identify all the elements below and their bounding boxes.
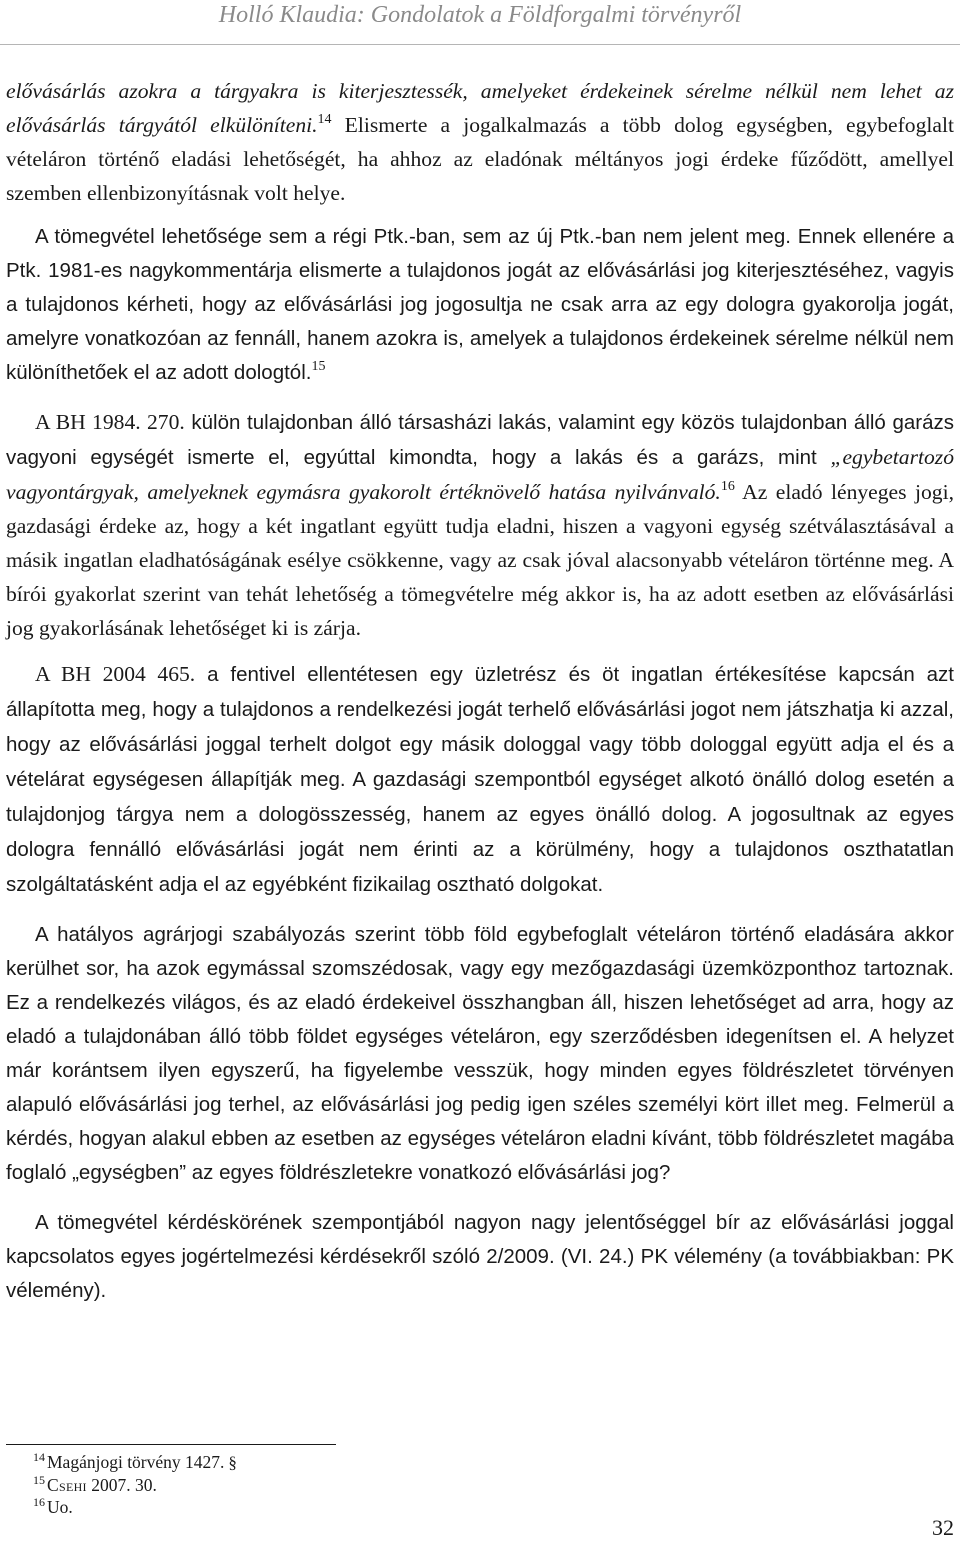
running-header xyxy=(0,0,960,48)
paragraph-4-text: a fentivel ellentétesen egy üzletrész és öt ingatlan értékesítése kapcsán azt állapította meg, hogy a tulajdonos a rendelkezési jogát terhelő elővásárlási jogot nem játszhatja ki azzal, hogy az elővásárlási joggal terhelt dolgot egy másik dologgal vagy több dologgal együtt adja el és a vételárat egységesen állapítják meg. A gazdasági szempontból egységet alkotó önálló dolog esetén a tulajdonjog tárgya nem a dologösszesség, hanem az egyes önálló dolog. A jogosultnak az egyes dologra fennálló elővásárlási jogát nem érinti az a körülmény, hogy a tulajdonos oszthatatlan szolgáltatásként adja el az egyébként fizikailag osztható dolgokat. xyxy=(6,663,954,896)
italic-quote: elővásárlás azokra a tárgyakra is kiterjesztessék, amelyeket érdekeinek sérelme nélkül nem lehet az elővásárlás tárgyától elkülöníteni. xyxy=(6,79,954,137)
footnote-author-smallcaps: Csehi xyxy=(47,1475,87,1495)
paragraph-3-text-2: Az eladó lényeges jogi, gazdasági érdeke az, hogy a két ingatlant együtt tudja eladni, hiszen a vagyoni egység szétválasztásával a másik ingatlan eladhatóságának esélye csökkenne, vagy az csak jóval alacsonyabb vételáron történne meg. A bírói gyakorlat szerint van tehát lehetőség a tömegvételre még akkor is, ha az adott esetben az elővásárlási jog gyakorlásának lehetőséget ki is zárja. xyxy=(6,480,954,640)
footnote-number: 16 xyxy=(33,1495,45,1509)
footnote-number: 14 xyxy=(33,1450,45,1464)
paragraph-2-text: A tömegvétel lehetősége sem a régi Ptk.-ban, sem az új Ptk.-ban nem jelent meg. Ennek ellenére a Ptk. 1981-es nagykommentárja elismerte a tulajdonos jogát az elővásárlási jog kiterjesztéséhez, vagyis a tulajdonos kérheti, hogy az elővásárlási jog jogosultja ne csak arra az egy dologra gyakorolja jogát, amelyre vonatkozóan az fennáll, hanem azokra is, amelyek a tulajdonos érdekeinek sérelme nélkül nem különíthetőek el az adott dologtól. xyxy=(6,225,954,384)
header-separator: : xyxy=(356,2,365,28)
footnote-14 xyxy=(33,1451,733,1474)
footnote-ref-15[interactable]: 15 xyxy=(311,359,326,374)
paragraph-2 xyxy=(6,220,954,390)
paragraph-3-lead: A BH 1984. 270. xyxy=(35,410,185,434)
paragraph-3 xyxy=(6,405,954,645)
footnote-text: Magánjogi törvény 1427. xyxy=(47,1452,225,1472)
footnote-text: Uo. xyxy=(47,1497,73,1517)
footnote-divider xyxy=(6,1444,336,1445)
footnotes xyxy=(33,1451,733,1518)
footnote-16 xyxy=(33,1496,733,1518)
paragraph-4 xyxy=(6,657,954,902)
paragraph-5: A hatályos agrárjogi szabályozás szerint több föld egybefoglalt vételáron történő eladására akkor kerülhet sor, ha azok egymással szomszédosak, vagy egy mezőgazdasági üzemközponthoz tartoznak. Ez a rendelkezés világos, és az eladó érdekeivel összhangban áll, hiszen lehetőséget ad arra, hogy az eladó a tulajdonában álló több földet egységes vételáron, egy szerződésben idegenítsen el. A helyzet már korántsem ilyen egyszerű, ha figyelembe vesszük, hogy minden egyes földrészletet törvényen alapuló elővásárlási jog terhel, az elővásárlási jog pedig igen széles személyi kört illet meg. Felmerül a kérdés, hogyan alakul ebben az esetben az egységes vételáron eladni kívánt, több földrészletet magába foglaló „egységben” az egyes földrészletekre vonatkozó elővásárlási jog? xyxy=(6,923,954,1184)
italic-quote: „egybetartozó vagyontárgyak, amelyeknek egymásra gyakorolt értéknövelő hatása nyilvánvaló. xyxy=(6,445,954,504)
header-divider xyxy=(0,44,960,45)
footnote-text: 2007. 30. xyxy=(86,1475,157,1495)
header-author: Holló Klaudia xyxy=(218,2,357,28)
paragraph-1 xyxy=(6,74,954,210)
footnote-15 xyxy=(33,1474,733,1496)
footnote-ref-16[interactable]: 16 xyxy=(720,479,735,494)
paragraph-3-text: külön tulajdonban álló társasházi lakás, valamint egy közös tulajdonban álló garázs vagyoni egységét ismerte el, egyúttal kimondta, hogy a lakás és a garázs, mint xyxy=(6,411,954,469)
paragraph-4-lead: A BH 2004 465. xyxy=(35,662,196,686)
paragraph-1-text: Elismerte a jogalkalmazás a több dolog egységben, egybefoglalt vételáron történő eladási lehetőségét, ha ahhoz az eladónak méltányos jogi érdeke fűződött, amellyel szemben ellenbizonyításnak volt helye. xyxy=(6,113,954,205)
paragraph-6: A tömegvétel kérdéskörének szempontjából nagyon nagy jelentőséggel bír az elővásárlási joggal kapcsolatos egyes jogértelmezési kérdésekről szóló 2/2009. (VI. 24.) PK vélemény (a továbbiakban: PK vélemény). xyxy=(6,1211,954,1302)
section-sign-icon: § xyxy=(228,1453,237,1472)
footnote-ref-14[interactable]: 14 xyxy=(317,112,332,127)
header-title: Gondolatok a Földforgalmi törvényről xyxy=(364,2,742,28)
body-text xyxy=(6,74,954,1308)
footnote-number: 15 xyxy=(33,1473,45,1487)
page-number: 32 xyxy=(932,1515,954,1540)
